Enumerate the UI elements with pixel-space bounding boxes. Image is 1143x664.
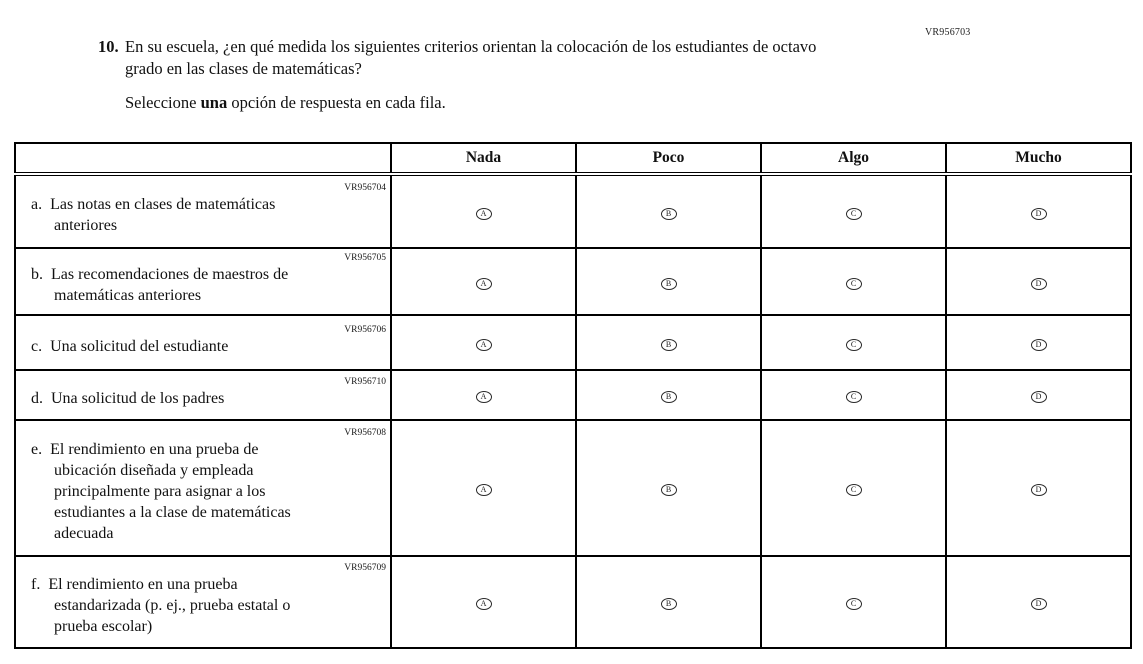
option-cell-poco (576, 174, 761, 248)
criterion-letter: e. (31, 441, 43, 458)
option-bubble-b[interactable]: B (661, 278, 677, 290)
option-bubble-c[interactable]: C (846, 278, 862, 290)
option-bubble-c[interactable]: C (846, 339, 862, 351)
instruction-bold-word: una (200, 93, 228, 112)
option-bubble-b[interactable]: B (661, 598, 677, 610)
criterion-letter: a. (31, 196, 43, 213)
question-number: 10. (98, 37, 119, 56)
option-cell-poco (576, 248, 761, 315)
row-code: VR956704 (344, 183, 386, 193)
row-code: VR956710 (344, 377, 386, 387)
criterion-text: b. Las recomendaciones de maestros de matemáticas anteriores (31, 266, 289, 304)
option-bubble-b[interactable]: B (661, 391, 677, 403)
option-bubble-c[interactable]: C (846, 208, 862, 220)
option-cell-algo (761, 370, 946, 420)
option-bubble-b[interactable]: B (661, 484, 677, 496)
criterion-cell (15, 556, 391, 648)
question-block (98, 36, 825, 80)
row-code: VR956708 (344, 428, 386, 438)
option-cell-mucho (946, 248, 1131, 315)
table-row (15, 556, 1131, 648)
table-row (15, 315, 1131, 370)
criterion-letter: f. (31, 576, 41, 593)
option-cell-poco (576, 315, 761, 370)
option-cell-mucho (946, 315, 1131, 370)
column-header-nada: Nada (391, 143, 576, 174)
row-code: VR956705 (344, 253, 386, 263)
option-bubble-d[interactable]: D (1031, 278, 1047, 290)
option-cell-algo (761, 315, 946, 370)
criterion-letter: b. (31, 266, 43, 283)
option-bubble-a[interactable]: A (476, 278, 492, 290)
option-cell-algo (761, 248, 946, 315)
row-code: VR956709 (344, 563, 386, 573)
criterion-letter: d. (31, 390, 43, 407)
option-cell-nada (391, 248, 576, 315)
option-bubble-c[interactable]: C (846, 391, 862, 403)
criterion-cell (15, 174, 391, 248)
criterion-cell (15, 420, 391, 556)
criterion-text: d. Una solicitud de los padres (31, 390, 225, 407)
option-cell-nada (391, 315, 576, 370)
option-bubble-d[interactable]: D (1031, 484, 1047, 496)
option-cell-nada (391, 174, 576, 248)
option-cell-mucho (946, 556, 1131, 648)
option-bubble-a[interactable]: A (476, 391, 492, 403)
option-bubble-a[interactable]: A (476, 598, 492, 610)
option-bubble-d[interactable]: D (1031, 208, 1047, 220)
option-cell-mucho (946, 370, 1131, 420)
option-cell-poco (576, 420, 761, 556)
option-bubble-c[interactable]: C (846, 598, 862, 610)
option-cell-nada (391, 370, 576, 420)
option-bubble-b[interactable]: B (661, 208, 677, 220)
column-header-algo: Algo (761, 143, 946, 174)
instruction-prefix: Seleccione (125, 93, 201, 112)
column-header-poco: Poco (576, 143, 761, 174)
option-cell-algo (761, 174, 946, 248)
option-cell-poco (576, 370, 761, 420)
criterion-cell (15, 248, 391, 315)
response-matrix-table (14, 142, 1132, 649)
option-bubble-d[interactable]: D (1031, 598, 1047, 610)
option-cell-algo (761, 420, 946, 556)
option-cell-mucho (946, 420, 1131, 556)
header-empty-cell (15, 143, 391, 174)
question-instruction (125, 92, 446, 114)
criterion-text: f. El rendimiento en una prueba estandarizada (p. ej., prueba estatal o prueba escolar) (31, 576, 291, 635)
question-code: VR956703 (925, 27, 971, 38)
criteria-tbody (15, 174, 1131, 648)
option-bubble-d[interactable]: D (1031, 339, 1047, 351)
criterion-text: c. Una solicitud del estudiante (31, 337, 229, 355)
table-row (15, 370, 1131, 420)
option-cell-poco (576, 556, 761, 648)
column-header-mucho: Mucho (946, 143, 1131, 174)
option-bubble-a[interactable]: A (476, 208, 492, 220)
row-code: VR956706 (344, 324, 386, 335)
question-text: En su escuela, ¿en qué medida los siguientes criterios orientan la colocación de los estudiantes de octavo grado en las clases de matemáticas? (125, 37, 817, 78)
table-row (15, 420, 1131, 556)
instruction-suffix: opción de respuesta en cada fila. (227, 93, 446, 112)
criterion-text: a. Las notas en clases de matemáticas anteriores (31, 196, 276, 234)
option-bubble-d[interactable]: D (1031, 391, 1047, 403)
option-cell-algo (761, 556, 946, 648)
criterion-cell (15, 315, 391, 370)
option-bubble-c[interactable]: C (846, 484, 862, 496)
option-bubble-a[interactable]: A (476, 339, 492, 351)
criterion-cell (15, 370, 391, 420)
option-cell-mucho (946, 174, 1131, 248)
table-row (15, 248, 1131, 315)
option-bubble-a[interactable]: A (476, 484, 492, 496)
option-bubble-b[interactable]: B (661, 339, 677, 351)
criterion-letter: c. (31, 337, 43, 355)
criterion-text: e. El rendimiento en una prueba de ubicación diseñada y empleada principalmente para asignar a los estudiantes a la clase de matemáticas adecuada (31, 441, 291, 542)
option-cell-nada (391, 556, 576, 648)
table-row (15, 174, 1131, 248)
header-row (15, 143, 1131, 174)
option-cell-nada (391, 420, 576, 556)
